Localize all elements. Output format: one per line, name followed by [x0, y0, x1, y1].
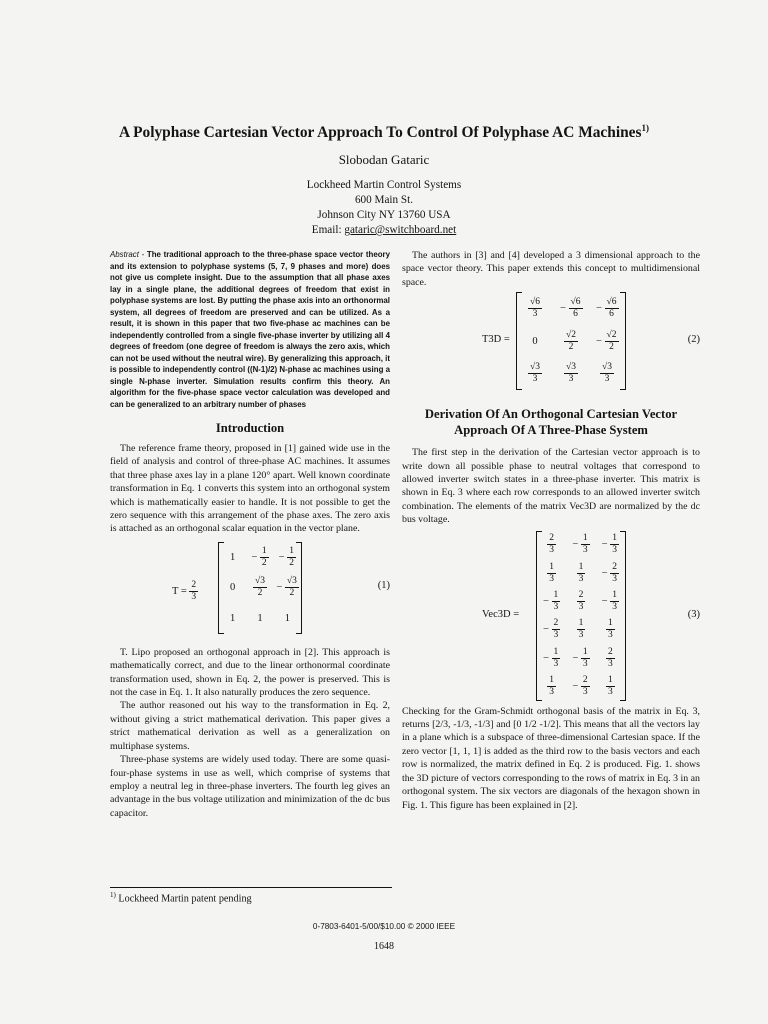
right-paragraph-1: The authors in [3] and [4] developed a 3 dimensional approach to the space vector theory. This paper extends this concept to multidimensional space.: [402, 250, 700, 288]
matrix-cell: − $\frac{1}{3}$: [543, 646, 559, 669]
equation-2-number: (2): [687, 334, 700, 346]
matrix-cell: $\frac{√3}{3}$: [566, 362, 576, 385]
matrix-cell: $\frac{√3}{3}$: [602, 362, 612, 385]
affiliation-street: 600 Main St.: [354, 194, 414, 206]
affiliation: [0, 178, 768, 238]
matrix-row: [537, 559, 625, 587]
equation-1: [110, 542, 390, 634]
equation-1-number: (1): [377, 579, 390, 591]
intro-paragraph-3: The author reasoned out his way to the transformation in Eq. 2, without giving a strict mathematical derivation. This paper gives a strict mathematical derivation as well as a generalization on multiphase systems.: [110, 700, 390, 752]
matrix-cell: $\frac{√2}{2}$: [566, 329, 576, 352]
intro-paragraph-2: T. Lipo proposed an orthogonal approach in [2]. This approach is mathematically correct, and due to the linear orthonormal coordinate transformation used, shown in Eq. 2, the power is preserved. This is not the case in Eq. 1. It also naturally produces the zero sequence.: [110, 646, 390, 699]
matrix-cell: − $\frac{1}{2}$: [251, 545, 267, 568]
matrix-cell: 1: [230, 551, 236, 563]
matrix-cell: 0: [532, 335, 538, 347]
matrix-cell: − $\frac{√6}{6}$: [560, 297, 581, 320]
equation-2: [402, 292, 700, 390]
matrix-row: [537, 616, 625, 644]
equation-1-coefficient: $\frac{2}{3}$: [191, 579, 197, 602]
matrix-cell: 0: [230, 582, 236, 594]
intro-paragraph-1: The reference frame theory, proposed in [1] gained wide use in the field of analysis and control of three-phase AC machines. It assumes that three phase axes lay in a plane 120° apart. Well known coordinate transformation in Eq. 1 converts this system into an orthogonal system which is mathematically easier to handle. It is not possible to get the zero sequence with this arrangement of the phase axes. The zero axis is attached as an orthogonal scalar equation in the vector plane.: [110, 443, 390, 535]
author-name: Slobodan Gataric: [338, 152, 430, 167]
section-heading-introduction: Introduction: [215, 421, 285, 435]
matrix-row: [517, 292, 625, 325]
affiliation-org: Lockheed Martin Control Systems: [306, 179, 462, 191]
matrix-cell: 1: [257, 612, 263, 624]
matrix-cell: − $\frac{1}{3}$: [601, 589, 617, 612]
matrix-row: [517, 358, 625, 391]
matrix-cell: − $\frac{√6}{6}$: [596, 297, 617, 320]
equation-3-matrix: [536, 531, 626, 701]
equation-2-lhs: T3D =: [482, 334, 510, 346]
affiliation-city: Johnson City NY 13760 USA: [317, 209, 451, 221]
matrix-cell: 1: [284, 612, 290, 624]
matrix-row: [219, 542, 301, 573]
page-number: 1648: [374, 941, 394, 952]
matrix-cell: $\frac{2}{3}$: [607, 646, 613, 669]
equation-1-lhs: T = $\frac{2}{3}$: [172, 579, 197, 602]
matrix-cell: − $\frac{2}{3}$: [543, 618, 559, 641]
matrix-row: [219, 573, 301, 604]
right-column: [402, 249, 700, 812]
abstract: [110, 249, 390, 410]
matrix-cell: $\frac{√3}{3}$: [530, 362, 540, 385]
equation-1-matrix: [218, 542, 302, 634]
matrix-cell: $\frac{1}{3}$: [607, 674, 613, 697]
matrix-cell: − $\frac{1}{3}$: [572, 533, 588, 556]
footnote-divider: [110, 887, 392, 888]
matrix-cell: 1: [230, 612, 236, 624]
matrix-cell: $\frac{1}{3}$: [549, 674, 555, 697]
footnote: [110, 891, 252, 904]
matrix-cell: − $\frac{2}{3}$: [601, 561, 617, 584]
matrix-cell: $\frac{1}{3}$: [607, 618, 613, 641]
matrix-cell: − $\frac{1}{3}$: [572, 646, 588, 669]
matrix-cell: $\frac{√3}{2}$: [255, 576, 265, 599]
matrix-cell: $\frac{1}{3}$: [549, 561, 555, 584]
email-link[interactable]: gataric@switchboard.net: [344, 224, 457, 236]
footnote-mark: 1): [110, 891, 116, 899]
matrix-row: [537, 587, 625, 615]
abstract-text: The traditional approach to the three-phase space vector theory and its extension to polyphase systems (5, 7, 9 phases and more) does not give us complete insight. Due to the assumption that all phase axes lay in a single plane, the additional degrees of freedom that exist in polyphase systems are lost. By putting the phase axis into an orthonormal system, all degrees of freedom are preserved and can be utilized. As a result, it is shown in this paper that two five-phase ac machines can be independently controlled from a single five-phase inverter by utilizing all 4 degrees of freedom (one degree of freedom is always the zero axis, which can not be used without the neutral wire). By generalizing this approach, it is possible to independently control ((N-1)/2) N-phase ac machines using a single N-phase inverter. Simulation results confirm this theory. An algorithm for the five-phase space vector calculation was developed and can be generalized to an arbitrary number of phases: [110, 250, 390, 409]
matrix-cell: − $\frac{√3}{2}$: [276, 576, 297, 599]
matrix-row: [537, 644, 625, 672]
paper-title: A Polyphase Cartesian Vector Approach To Control Of Polyphase AC Machines$^{1)}$: [119, 123, 649, 142]
copyright-line: 0-7803-6401-5/00/$10.00 © 2000 IEEE: [312, 922, 456, 931]
matrix-cell: $\frac{1}{3}$: [578, 561, 584, 584]
matrix-cell: $\frac{2}{3}$: [578, 589, 584, 612]
matrix-cell: $\frac{√6}{3}$: [530, 297, 540, 320]
intro-paragraph-4: Three-phase systems are widely used today. There are some quasi-four-phase systems in use as well, which comprise of systems that employ a neutral leg in three-phase inverters. The fourth leg gives an advantage in the bus voltage utilization and minimization of the dc bus capacitor.: [110, 754, 390, 819]
equation-3-lhs: Vec3D =: [482, 608, 520, 620]
matrix-cell: $\frac{1}{3}$: [578, 618, 584, 641]
right-paragraph-2: The first step in the derivation of the Cartesian vector approach is to write down all possible phase to neutral voltages that correspond to allowed inverter switch states in a three-phase inverter. This matrix is shown in Eq. 3 where each row corresponds to an allowed inverter switch combination. The elements of the matrix Vec3D are normalized by the dc bus voltage.: [402, 447, 700, 526]
right-paragraph-3: Checking for the Gram-Schmidt orthogonal basis of the matrix in Eq. 3, returns [2/3, -1/3, -1/3] and [0 1/2 -1/2]. This means that all the vectors lay in a plane which is a subspace of three-dimensional Cartesian space. If the zero vector [1, 1, 1] is added as the third row to the basis vectors and each row is normalized, the matrix defined in Eq. 2 is produced. Fig. 1. shows the 3D picture of vectors corresponding to the rows of matrix in Eq. 3 in an orthogonal system. The six vectors are diagonals of the hexagon shown in Fig. 1. This figure has been explained in [2].: [402, 705, 700, 811]
matrix-cell: − $\frac{1}{3}$: [601, 533, 617, 556]
left-column: [110, 249, 390, 820]
matrix-cell: − $\frac{2}{3}$: [572, 674, 588, 697]
equation-3: [402, 531, 700, 701]
matrix-row: [219, 603, 301, 634]
matrix-row: [537, 531, 625, 559]
matrix-row: [537, 672, 625, 700]
abstract-lead: Abstract -: [110, 250, 145, 259]
matrix-cell: $\frac{2}{3}$: [549, 533, 555, 556]
footnote-text: Lockheed Martin patent pending: [115, 893, 252, 905]
affiliation-email-line: Email: gataric@switchboard.net: [311, 224, 457, 236]
title-footnote-mark: 1): [641, 123, 649, 133]
section-heading-derivation: Derivation Of An Orthogonal Cartesian Vector Approach Of A Three-Phase System: [424, 407, 678, 438]
matrix-cell: − $\frac{1}{3}$: [543, 589, 559, 612]
matrix-cell: − $\frac{√2}{2}$: [596, 329, 617, 352]
matrix-row: [517, 325, 625, 358]
matrix-cell: − $\frac{1}{2}$: [278, 545, 294, 568]
equation-2-matrix: [516, 292, 626, 390]
equation-3-number: (3): [687, 608, 700, 620]
